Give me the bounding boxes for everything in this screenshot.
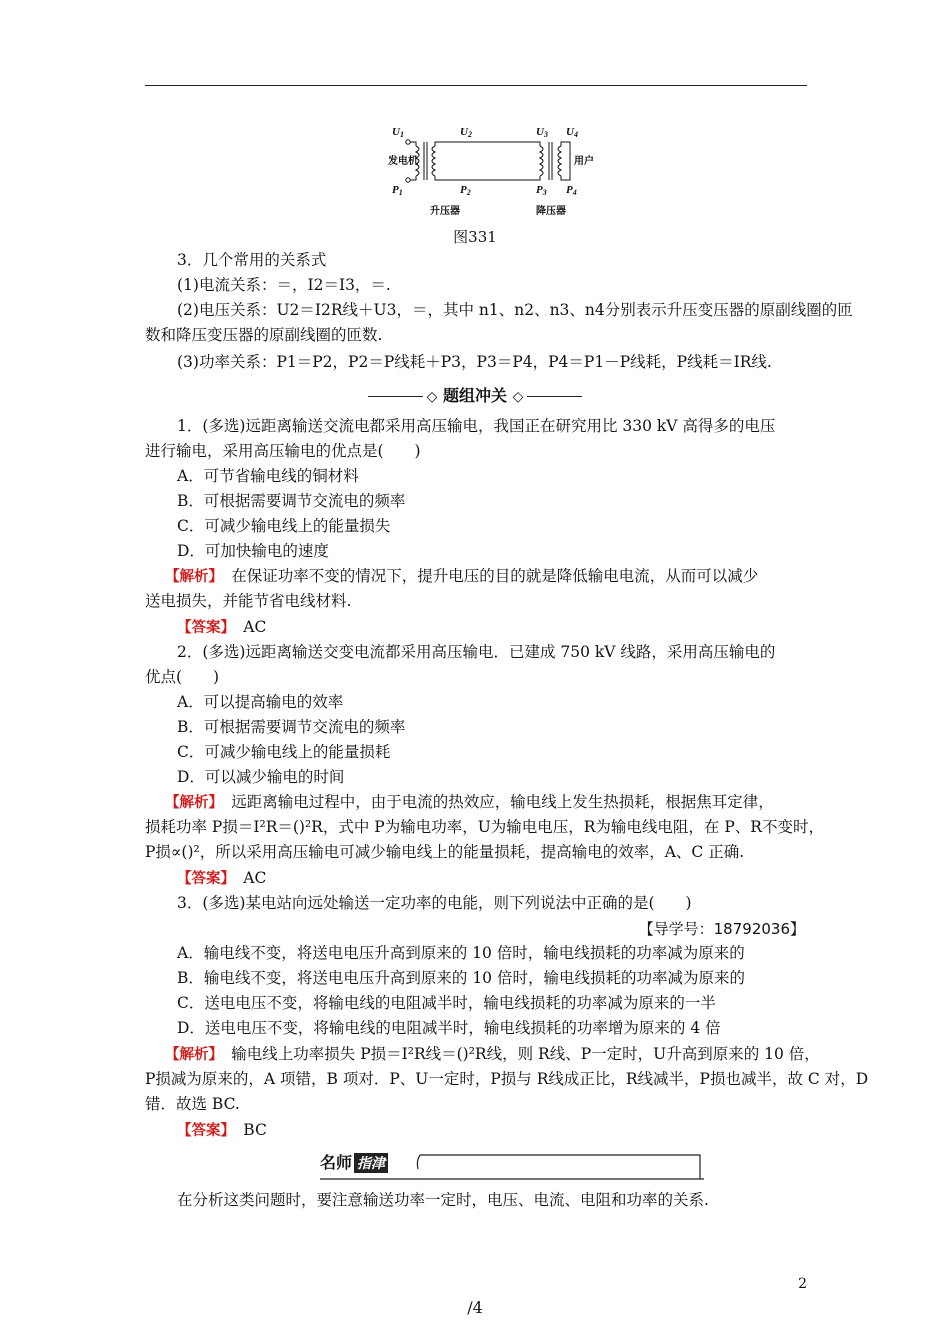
q1-answer: AC [243,618,267,636]
voltage-relation-2: 数和降压变压器的原副线圈的匝数. [145,326,383,344]
q2-analysis-text-1: 远距离输电过程中，由于电流的热效应，输电线上发生热损耗，根据焦耳定律， [231,793,774,811]
label-p2: P2 [460,184,471,197]
label-p1: P1 [392,184,403,197]
tip-label [320,1150,388,1173]
terminal-bottom-left [406,178,410,182]
q2-analysis-line-1 [165,792,774,813]
q1-option-c: C．可减少输电线上的能量损失 [177,517,391,535]
q1-analysis-line-1 [165,566,758,587]
label-u2: U2 [460,126,472,139]
label-p4: P4 [566,184,577,197]
tip-label-main: 名师 [320,1153,353,1172]
q1-stem-2: 进行输电，采用高压输电的优点是( ) [145,442,421,460]
page-total: /4 [467,1298,483,1317]
q1-answer-tag: 【答案】 [177,620,228,636]
step-up-label: 升压器 [430,206,460,217]
label-u3: U3 [536,126,548,139]
group-title: 题组冲关 [442,386,507,405]
group-heading [0,383,950,406]
section3-title: 3．几个常用的关系式 [177,251,327,269]
q1-option-a: A．可节省输电线的铜材料 [177,467,359,485]
label-u1: U1 [392,126,404,139]
current-relation: (1)电流关系：＝，I2＝I3，＝. [177,276,391,294]
q3-option-a: A．输电线不变，将送电电压升高到原来的 10 倍时，输电线损耗的功率减为原来的 [177,944,745,962]
terminal-top-left [406,140,410,144]
diamond-left-icon: ◇ [426,389,438,405]
user-bracket [566,142,570,180]
q2-option-b: B．可根据需要调节交流电的频率 [177,718,406,736]
q2-option-d: D．可以减少输电的时间 [177,768,345,786]
label-u4: U4 [566,126,578,139]
q2-answer: AC [243,869,267,887]
q3-analysis-tag: 【解析】 [165,1047,216,1063]
q1-answer-line [177,617,266,638]
heading-rule-left [368,396,423,397]
coil-step-down-secondary [558,146,561,176]
q3-answer-line [177,1120,267,1141]
q2-analysis-2: 损耗功率 P损＝I²R＝()²R，式中 P为输电功率，U为输电电压，R为输电线电阻，在 P、R不变时， [145,818,824,836]
q3-option-d: D．送电电压不变，将输电线的电阻减半时，输电线损耗的功率增为原来的 4 倍 [177,1019,721,1037]
q3-answer-tag: 【答案】 [177,1123,228,1139]
q3-option-b: B．输电线不变，将送电电压升高到原来的 10 倍时，输电线损耗的功率减为原来的 [177,969,745,987]
guide-number: 【导学号：18792036】 [638,920,805,938]
coil-step-down-primary [540,146,543,176]
tip-label-badge: 指津 [354,1153,388,1173]
coil-step-up-secondary [432,146,435,176]
q2-option-c: C．可减少输电线上的能量损耗 [177,743,391,761]
voltage-relation-1: (2)电压关系：U2＝I2R线＋U3，＝，其中 n1、n2、n3、n4分别表示升压变压器的原副线圈的匝 [177,301,853,319]
q3-answer: BC [243,1121,267,1139]
page-number: 2 [798,1276,807,1292]
q3-analysis-text-1: 输电线上功率损失 P损＝I²R线＝()²R线，则 R线、P一定时，U升高到原来的 10 倍， [231,1045,820,1063]
q3-analysis-3: 错．故选 BC. [145,1095,240,1113]
q2-answer-tag: 【答案】 [177,871,228,887]
q2-answer-line [177,868,266,889]
power-relation: (3)功率关系：P1＝P2，P2＝P线耗＋P3，P3＝P4，P4＝P1－P线耗，P线耗＝IR线. [177,353,772,371]
header-rule [145,85,807,86]
q2-option-a: A．可以提高输电的效率 [177,693,344,711]
q3-stem-1: 3．(多选)某电站向远处输送一定功率的电能，则下列说法中正确的是( ) [177,894,692,912]
q3-analysis-line-1 [165,1044,820,1065]
user-label: 用户 [574,156,594,167]
q2-stem-2: 优点( ) [145,668,220,686]
figure-caption: 图331 [453,228,497,246]
q2-analysis-3: P损∝()²，所以采用高压输电可减少输电线上的能量损耗，提高输电的效率，A、C 正确. [145,843,745,861]
q3-option-c: C．送电电压不变，将输电线的电阻减半时，输电线损耗的功率减为原来的一半 [177,994,716,1012]
q1-option-b: B．可根据需要调节交流电的频率 [177,492,406,510]
q2-analysis-tag: 【解析】 [165,795,216,811]
step-down-label: 降压器 [536,206,566,217]
transmission-diagram [380,120,620,230]
q1-stem-1: 1．(多选)远距离输送交流电都采用高压输电，我国正在研究用比 330 kV 高得多的电压 [177,417,776,435]
diamond-right-icon: ◇ [512,389,524,405]
heading-rule-right [527,396,582,397]
q1-analysis-2: 送电损失，并能节省电线材料. [145,592,352,610]
generator-label: 发电机 [388,156,418,167]
label-p3: P3 [536,184,547,197]
q1-analysis-text-1: 在保证功率不变的情况下，提升电压的目的就是降低输电电流，从而可以减少 [231,567,759,585]
tip-text: 在分析这类问题时，要注意输送功率一定时，电压、电流、电阻和功率的关系. [177,1191,709,1209]
q1-analysis-tag: 【解析】 [165,569,216,585]
q3-analysis-2: P损减为原来的，A 项错，B 项对．P、U一定时，P损与 R线成正比，R线减半，P损也减半，故 C 对，D [145,1070,869,1088]
q1-option-d: D．可加快输电的速度 [177,542,329,560]
q2-stem-1: 2．(多选)远距离输送交变电流都采用高压输电．已建成 750 kV 线路，采用高压输电的 [177,643,776,661]
